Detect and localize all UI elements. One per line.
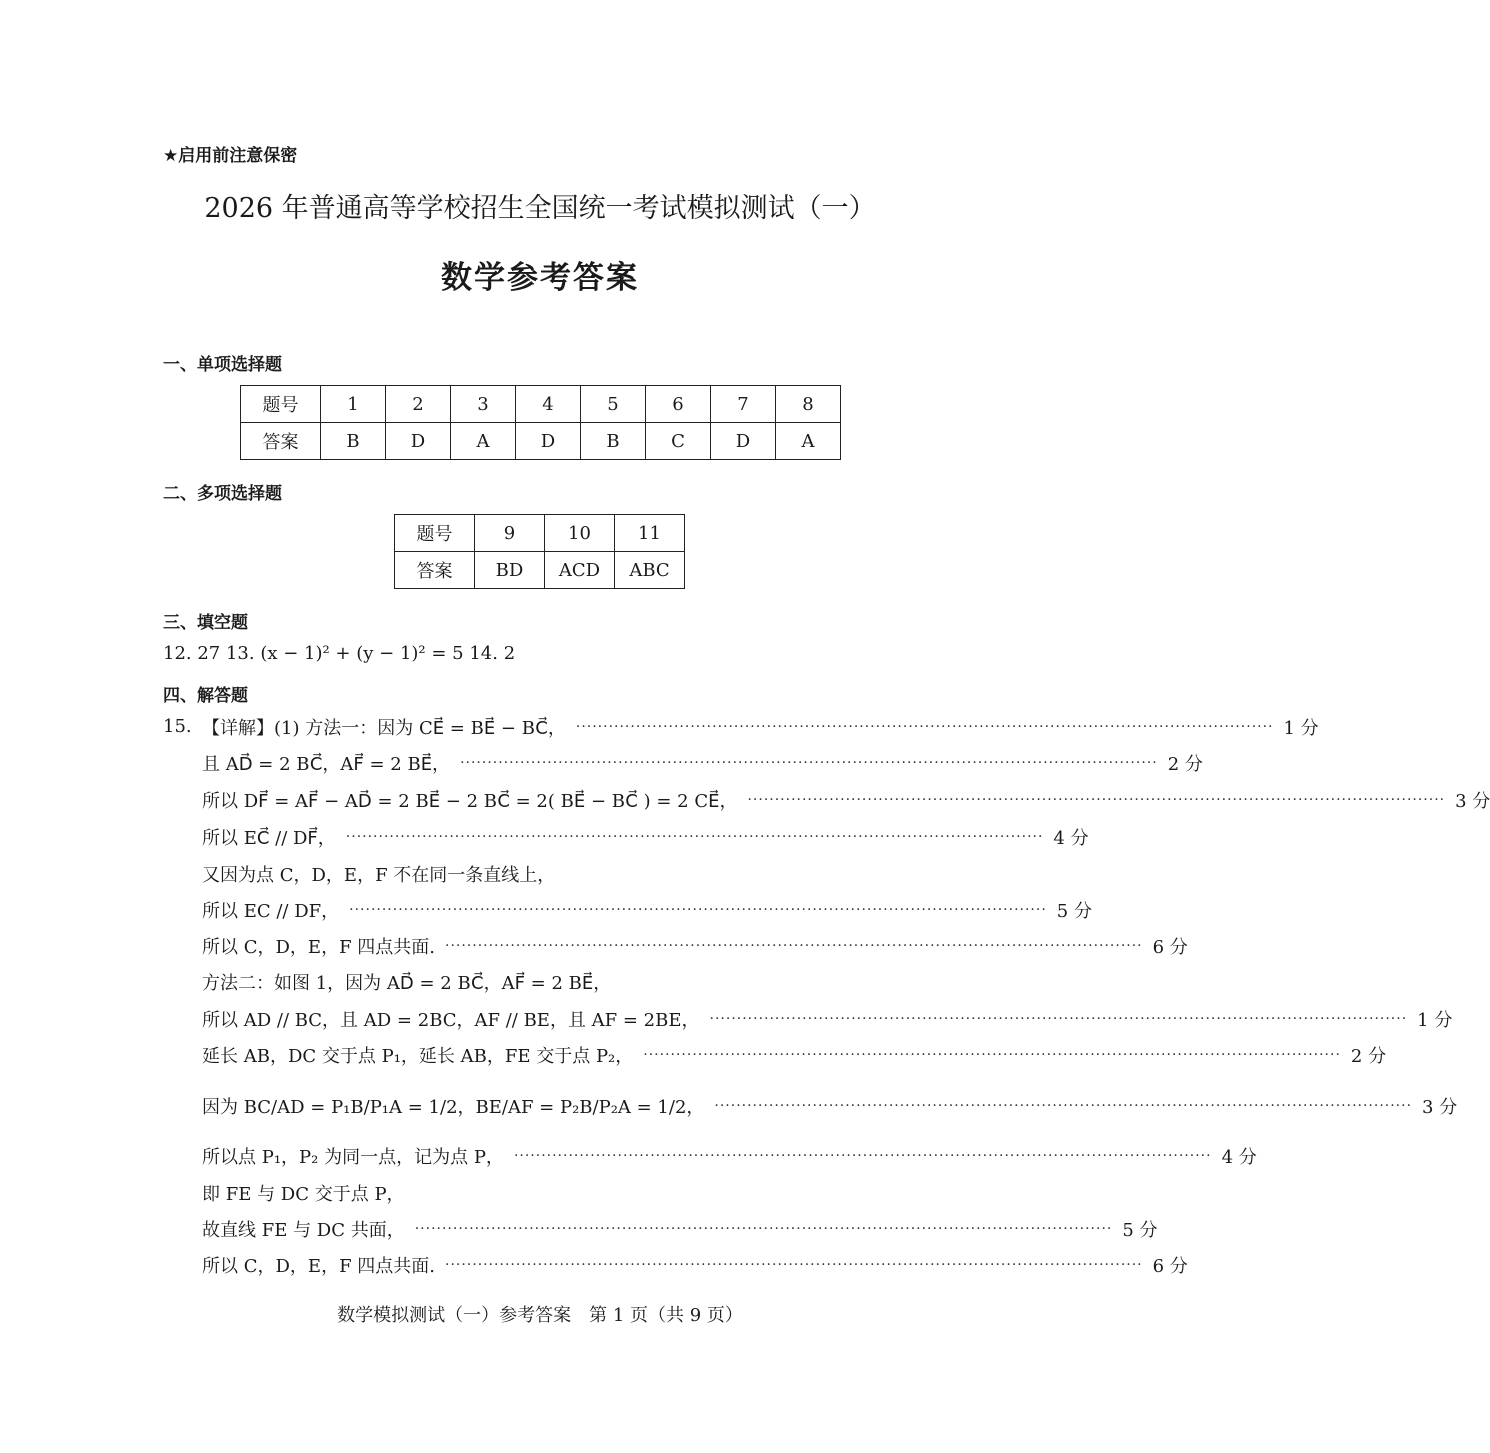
score-label: 3 分 bbox=[1455, 791, 1490, 812]
row-label: 答案 bbox=[395, 552, 475, 589]
solution-text: 所以 AD // BC，且 AD = 2BC，AF // BE，且 AF = 2BE， bbox=[202, 1010, 700, 1031]
answer-cell: C bbox=[646, 423, 711, 460]
exam-title: 2026 年普通高等学校招生全国统一考试模拟测试（一） bbox=[204, 193, 876, 224]
solution-text: 延长 AB，DC 交于点 P₁，延长 AB，FE 交于点 P₂， bbox=[202, 1046, 634, 1067]
question-number: 11 bbox=[615, 515, 685, 552]
score-label: 6 分 bbox=[1152, 1256, 1188, 1277]
answer-cell: A bbox=[776, 423, 841, 460]
section-heading-solutions: 四、解答题 bbox=[163, 686, 248, 706]
solution-text: 所以点 P₁，P₂ 为同一点，记为点 P， bbox=[202, 1147, 504, 1168]
solution-line bbox=[202, 1216, 1158, 1242]
question-number: 7 bbox=[711, 386, 776, 423]
dot-leader: ································································································································ bbox=[349, 902, 1047, 918]
score-label: 6 分 bbox=[1152, 937, 1188, 958]
score-label: 1 分 bbox=[1283, 718, 1319, 739]
solution-text: 方法二：如图 1，因为 AD⃗ = 2 BC⃗，AF⃗ = 2 BE⃗， bbox=[202, 973, 612, 994]
dot-leader: ································································································································ bbox=[709, 1011, 1408, 1027]
table-row-answers bbox=[241, 423, 841, 460]
solution-text: 故直线 FE 与 DC 共面， bbox=[202, 1220, 405, 1241]
score-label: 5 分 bbox=[1056, 901, 1092, 922]
row-label: 答案 bbox=[241, 423, 321, 460]
solution-line bbox=[202, 750, 1203, 776]
answer-cell: B bbox=[581, 423, 646, 460]
question-number: 1 bbox=[321, 386, 386, 423]
score-label: 2 分 bbox=[1167, 754, 1203, 775]
question-number: 8 bbox=[776, 386, 841, 423]
fill-blank-answers: 12. 27 13. (x − 1)² + (y − 1)² = 5 14. 2 bbox=[163, 643, 516, 664]
answer-cell: BD bbox=[475, 552, 545, 589]
confidential-notice: ★启用前注意保密 bbox=[163, 146, 298, 166]
dot-leader: ································································································································ bbox=[445, 1257, 1143, 1273]
score-label: 2 分 bbox=[1350, 1046, 1387, 1067]
question-number: 6 bbox=[646, 386, 711, 423]
score-label: 5 分 bbox=[1122, 1220, 1158, 1241]
question-number: 2 bbox=[386, 386, 451, 423]
solution-line bbox=[202, 861, 918, 887]
solution-text: 且 AD⃗ = 2 BC⃗，AF⃗ = 2 BE⃗， bbox=[202, 754, 451, 775]
question-number: 9 bbox=[475, 515, 545, 552]
solution-text: 所以 C，D，E，F 四点共面. bbox=[202, 937, 435, 958]
question-number-15: 15. bbox=[163, 716, 192, 737]
solution-text: 即 FE 与 DC 交于点 P， bbox=[202, 1184, 405, 1205]
multiple-choice-answer-table bbox=[394, 514, 685, 589]
score-label: 4 分 bbox=[1053, 828, 1089, 849]
solution-line bbox=[202, 1143, 1257, 1169]
table-row-numbers bbox=[395, 515, 685, 552]
solution-text: 因为 BC/AD = P₁B/P₁A = 1/2，BE/AF = P₂B/P₂A = 1/2， bbox=[202, 1097, 705, 1118]
score-label: 3 分 bbox=[1422, 1097, 1458, 1118]
solution-text: 【详解】(1) 方法一：因为 CE⃗ = BE⃗ − BC⃗， bbox=[202, 718, 566, 739]
solution-line bbox=[202, 824, 1089, 850]
answer-cell: D bbox=[516, 423, 581, 460]
solution-line bbox=[202, 1180, 918, 1206]
dot-leader: ································································································································ bbox=[714, 1098, 1413, 1114]
answer-cell: D bbox=[711, 423, 776, 460]
solution-text: 所以 EC // DF， bbox=[202, 901, 340, 922]
solution-line bbox=[202, 969, 918, 995]
score-label: 1 分 bbox=[1417, 1010, 1453, 1031]
answer-cell: ACD bbox=[545, 552, 615, 589]
dot-leader: ································································································································ bbox=[513, 1148, 1212, 1164]
solution-text: 所以 C，D，E，F 四点共面. bbox=[202, 1256, 435, 1277]
solution-line bbox=[202, 1252, 1188, 1278]
section-heading-fill-blank: 三、填空题 bbox=[163, 613, 248, 633]
solution-text: 所以 DF⃗ = AF⃗ − AD⃗ = 2 BE⃗ − 2 BC⃗ = 2( BE⃗ − BC⃗ ) = 2 CE⃗， bbox=[202, 791, 738, 812]
row-label: 题号 bbox=[241, 386, 321, 423]
solution-line bbox=[202, 1006, 1453, 1032]
table-row-answers bbox=[395, 552, 685, 589]
page-footer: 数学模拟测试（一）参考答案 第 1 页（共 9 页） bbox=[337, 1305, 743, 1326]
question-number: 4 bbox=[516, 386, 581, 423]
question-number: 5 bbox=[581, 386, 646, 423]
solution-line bbox=[202, 1042, 1387, 1068]
question-number: 3 bbox=[451, 386, 516, 423]
solution-line bbox=[202, 787, 1490, 813]
answer-cell: A bbox=[451, 423, 516, 460]
dot-leader: ································································································································ bbox=[445, 938, 1143, 954]
dot-leader: ································································································································ bbox=[345, 829, 1044, 845]
dot-leader: ································································································································ bbox=[414, 1221, 1113, 1237]
solution-text: 又因为点 C，D，E，F 不在同一条直线上， bbox=[202, 865, 556, 886]
answer-cell: D bbox=[386, 423, 451, 460]
solution-line bbox=[202, 897, 1092, 923]
dot-leader: ································································································································ bbox=[460, 755, 1158, 771]
solution-line bbox=[202, 714, 1319, 740]
section-heading-multiple-choice: 二、多项选择题 bbox=[163, 484, 282, 504]
solution-text: 所以 EC⃗ // DF⃗， bbox=[202, 828, 336, 849]
single-choice-answer-table bbox=[240, 385, 841, 460]
dot-leader: ································································································································ bbox=[747, 792, 1446, 808]
solution-line bbox=[202, 933, 1188, 959]
dot-leader: ································································································································ bbox=[643, 1047, 1341, 1063]
answer-cell: B bbox=[321, 423, 386, 460]
page-title: 数学参考答案 bbox=[441, 260, 639, 296]
row-label: 题号 bbox=[395, 515, 475, 552]
section-heading-single-choice: 一、单项选择题 bbox=[163, 355, 282, 375]
question-number: 10 bbox=[545, 515, 615, 552]
dot-leader: ································································································································ bbox=[575, 719, 1274, 735]
solution-line bbox=[202, 1093, 1458, 1119]
table-row-numbers bbox=[241, 386, 841, 423]
answer-cell: ABC bbox=[615, 552, 685, 589]
score-label: 4 分 bbox=[1221, 1147, 1257, 1168]
